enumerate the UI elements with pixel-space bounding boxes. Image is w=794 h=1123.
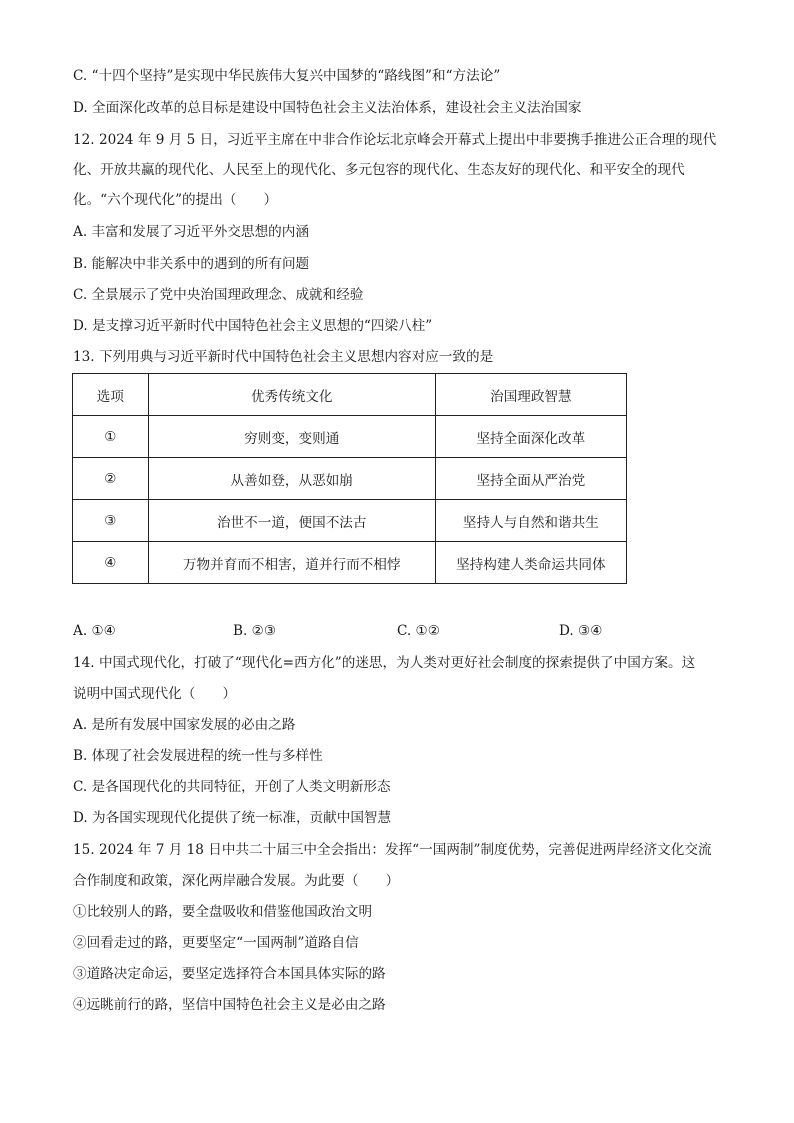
table-header-cell: 治国理政智慧	[435, 374, 626, 416]
q13-option-c: C. ①②	[397, 623, 440, 639]
q15-item-3: ③道路决定命运，要坚定选择符合本国具体实际的路	[73, 966, 386, 982]
q12-stem-line-1: 12. 2024 年 9 月 5 日，习近平主席在中非合作论坛北京峰会开幕式上提出中非要携手推进公正合理的现代	[73, 132, 717, 148]
q15-item-2: ②回看走过的路，更要坚定“一国两制”道路自信	[73, 935, 359, 951]
q11-option-c: C. “十四个坚持”是实现中华民族伟大复兴中国梦的“路线图”和“方法论”	[73, 68, 501, 84]
table-row	[73, 458, 627, 500]
q13-option-a: A. ①④	[73, 623, 116, 639]
q14-option-d: D. 为各国实现现代化提供了统一标准，贡献中国智慧	[73, 810, 392, 826]
table-cell: 从善如登，从恶如崩	[148, 458, 435, 500]
q14-option-c: C. 是各国现代化的共同特征，开创了人类文明新形态	[73, 779, 391, 795]
q12-option-d: D. 是支撑习近平新时代中国特色社会主义思想的“四梁八柱”	[73, 318, 433, 334]
table-cell: ③	[73, 500, 149, 542]
q14-stem-line-2: 说明中国式现代化（ ）	[73, 686, 237, 702]
q14-stem-line-1: 14. 中国式现代化，打破了“现代化=西方化”的迷思，为人类对更好社会制度的探索提供了中国方案。这	[73, 655, 696, 671]
table-header-row	[73, 374, 627, 416]
q11-option-d: D. 全面深化改革的总目标是建设中国特色社会主义法治体系，建设社会主义法治国家	[73, 100, 582, 116]
table-cell: 坚持人与自然和谐共生	[435, 500, 626, 542]
q12-stem-line-3: 化。“六个现代化”的提出（ ）	[73, 192, 278, 208]
table-cell: ①	[73, 416, 149, 458]
q13-table	[72, 373, 627, 584]
table-header-cell: 选项	[73, 374, 149, 416]
q12-option-b: B. 能解决中非关系中的遇到的所有问题	[73, 256, 310, 272]
table-cell: 坚持全面深化改革	[435, 416, 626, 458]
table-cell: 穷则变，变则通	[148, 416, 435, 458]
q15-stem-line-2: 合作制度和政策，深化两岸融合发展。为此要（ ）	[73, 873, 400, 889]
table-cell: 坚持全面从严治党	[435, 458, 626, 500]
q13-options	[73, 621, 733, 641]
q12-option-a: A. 丰富和发展了习近平外交思想的内涵	[73, 224, 309, 240]
table-row	[73, 500, 627, 542]
q12-option-c: C. 全景展示了党中央治国理政理念、成就和经验	[73, 287, 364, 303]
q14-option-a: A. 是所有发展中国家发展的必由之路	[73, 717, 296, 733]
q13-option-b: B. ②③	[233, 623, 277, 639]
table-row	[73, 542, 627, 584]
q13-option-d: D. ③④	[559, 623, 603, 639]
q12-stem-line-2: 化、开放共赢的现代化、人民至上的现代化、多元包容的现代化、生态友好的现代化、和平安全的现代	[73, 162, 685, 178]
q13-stem: 13. 下列用典与习近平新时代中国特色社会主义思想内容对应一致的是	[73, 349, 494, 365]
q15-stem-line-1: 15. 2024 年 7 月 18 日中共二十届三中全会指出：发挥“一国两制”制度优势，完善促进两岸经济文化交流	[73, 842, 712, 858]
q14-option-b: B. 体现了社会发展进程的统一性与多样性	[73, 748, 323, 764]
q15-item-1: ①比较别人的路，要全盘吸收和借鉴他国政治文明	[73, 904, 373, 920]
table-cell: 万物并育而不相害，道并行而不相悖	[148, 542, 435, 584]
q15-item-4: ④远眺前行的路，坚信中国特色社会主义是必由之路	[73, 997, 386, 1013]
table-header-cell: 优秀传统文化	[148, 374, 435, 416]
table-row	[73, 416, 627, 458]
table-cell: 坚持构建人类命运共同体	[435, 542, 626, 584]
table-cell: ④	[73, 542, 149, 584]
table-cell: 治世不一道，便国不法古	[148, 500, 435, 542]
table-cell: ②	[73, 458, 149, 500]
